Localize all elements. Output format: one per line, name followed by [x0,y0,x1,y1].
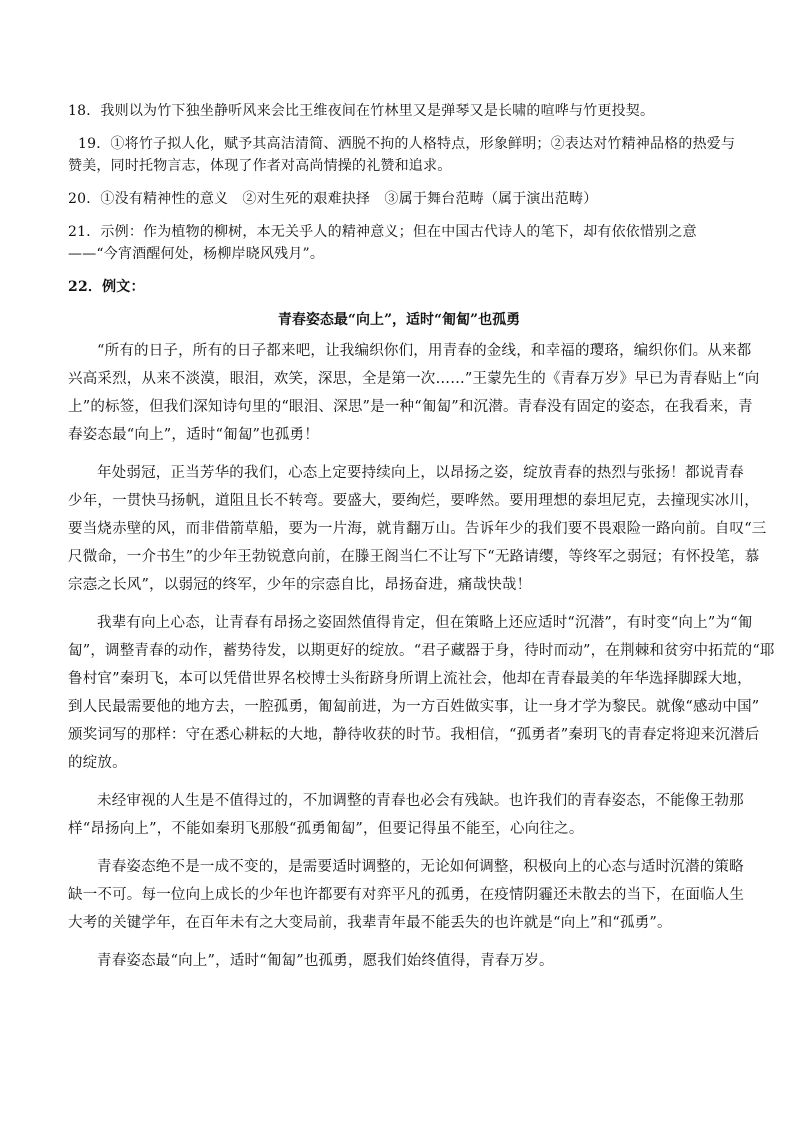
essay-paragraph-3 [68,609,775,777]
answer-21-line-1: 21．示例：作为植物的柳树，本无关乎人的精神意义；但在中国古代诗人的笔下，却有依依惜别之意 [68,224,697,240]
essay-paragraph-1 [68,337,760,449]
essay-line: 到人民最需要他的地方去，一腔孤勇，匍匐前进，为一方百姓做实事，让一身才学为黎民。就像“感动中国” [68,699,760,715]
answer-18: 18．我则以为竹下独坐静听风来会比王维夜间在竹林里又是弹琴又是长啸的喧哗与竹更投契。 [68,103,655,119]
answer-19-line-2: 赞美，同时托物言志，体现了作者对高尚情操的礼赞和追求。 [68,158,452,174]
essay-line: 我辈有向上心态，让青春有昂扬之姿固然值得肯定，但在策略上还应适时“沉潜”，有时变“向上”为“匍 [97,615,753,631]
essay-line: 春姿态最“向上”，适时“匍匐”也孤勇！ [68,427,319,443]
essay-paragraph-4 [68,787,744,843]
essay-line: 上”的标签，但我们深知诗句里的“眼泪、深思”是一种“匍匐”和沉潜。青春没有固定的姿态，在我看来，青 [68,399,753,415]
answer-22-label: 22．例文： [68,279,145,295]
essay-paragraph-6 [68,947,730,975]
essay-line: 年处弱冠，正当芳华的我们，心态上定要持续向上，以昂扬之姿，绽放青春的热烈与张扬！都说青春 [97,465,744,481]
essay-line: 缺一不可。每一位向上成长的少年也许都要有对弈平凡的孤勇，在疫情阴霾还未散去的当下，在面临人生 [68,887,745,903]
essay-line: 兴高采烈，从来不淡漠，眼泪，欢笑，深思，全是第一次……”王蒙先生的《青春万岁》早已为青春贴上“向 [68,371,760,387]
essay-paragraph-5 [68,853,745,937]
essay-title: 青春姿态最“向上”，适时“匍匐”也孤勇 [277,312,521,328]
essay-line: 的绽放。 [68,755,127,771]
essay-line: 颁奖词写的那样：守在悉心耕耘的大地，静待收获的时节。我相信，“孤勇者”秦玥飞的青春定将迎来沉潜后 [68,727,760,743]
essay-line: 未经审视的人生是不值得过的，不加调整的青春也必会有残缺。也许我们的青春姿态，不能像王勃那 [97,793,744,809]
essay-line: 青春姿态绝不是一成不变的，是需要适时调整的，无论如何调整，积极向上的心态与适时沉潜的策略 [97,859,744,875]
essay-line: “所有的日子，所有的日子都来吧，让我编织你们，用青春的金线，和幸福的璎珞，编织你们。从来都 [97,343,752,359]
essay-line: 青春姿态最“向上”，适时“匍匐”也孤勇，愿我们始终值得，青春万岁。 [97,953,554,969]
document-page [68,100,775,985]
essay-line: 尺微命，一介书生”的少年王勃锐意向前，在滕王阁当仁不让写下“无路请缨，等终军之弱冠；有怀投笔，慕 [68,549,760,565]
essay-line: 少年，一贯快马扬帆，道阻且长不转弯。要盛大，要绚烂，要哗然。要用理想的泰坦尼克，去撞现实冰川， [68,493,759,509]
essay-line: 样“昂扬向上”，不能如秦玥飞那般“孤勇匍匐”，但要记得虽不能至，心向往之。 [68,821,584,837]
essay-line: 匐”，调整青春的动作，蓄势待发，以期更好的绽放。“君子藏器于身，待时而动”，在荆棘和贫穷中拓荒的“耶 [68,643,775,659]
answer-19-line-1: 19．①将竹子拟人化，赋予其高洁清简、洒脱不拘的人格特点，形象鲜明；②表达对竹精神品格的热爱与 [78,136,736,152]
essay-line: 要当烧赤壁的风，而非借箭草船，要为一片海，就肯翻万山。告诉年少的我们要不畏艰险一路向前。自叹“三 [68,521,767,537]
essay-line: 大考的关键学年，在百年未有之大变局前，我辈青年最不能丢失的也许就是“向上”和“孤勇”。 [68,915,672,931]
essay-line: 鲁村官”秦玥飞，本可以凭借世界名校博士头衔跻身所谓上流社会，他却在青春最美的年华选择脚踩大地， [68,671,752,687]
essay-line: 宗悫之长风”，以弱冠的终军，少年的宗悫自比，昂扬奋进，痛哉快哉！ [68,577,532,593]
essay-paragraph-2 [68,459,767,599]
answer-20: 20．①没有精神性的意义 ②对生死的艰难抉择 ③属于舞台范畴（属于演出范畴） [68,191,598,207]
answer-21-line-2: ——“今宵酒醒何处，杨柳岸晓风残月”。 [68,246,325,262]
